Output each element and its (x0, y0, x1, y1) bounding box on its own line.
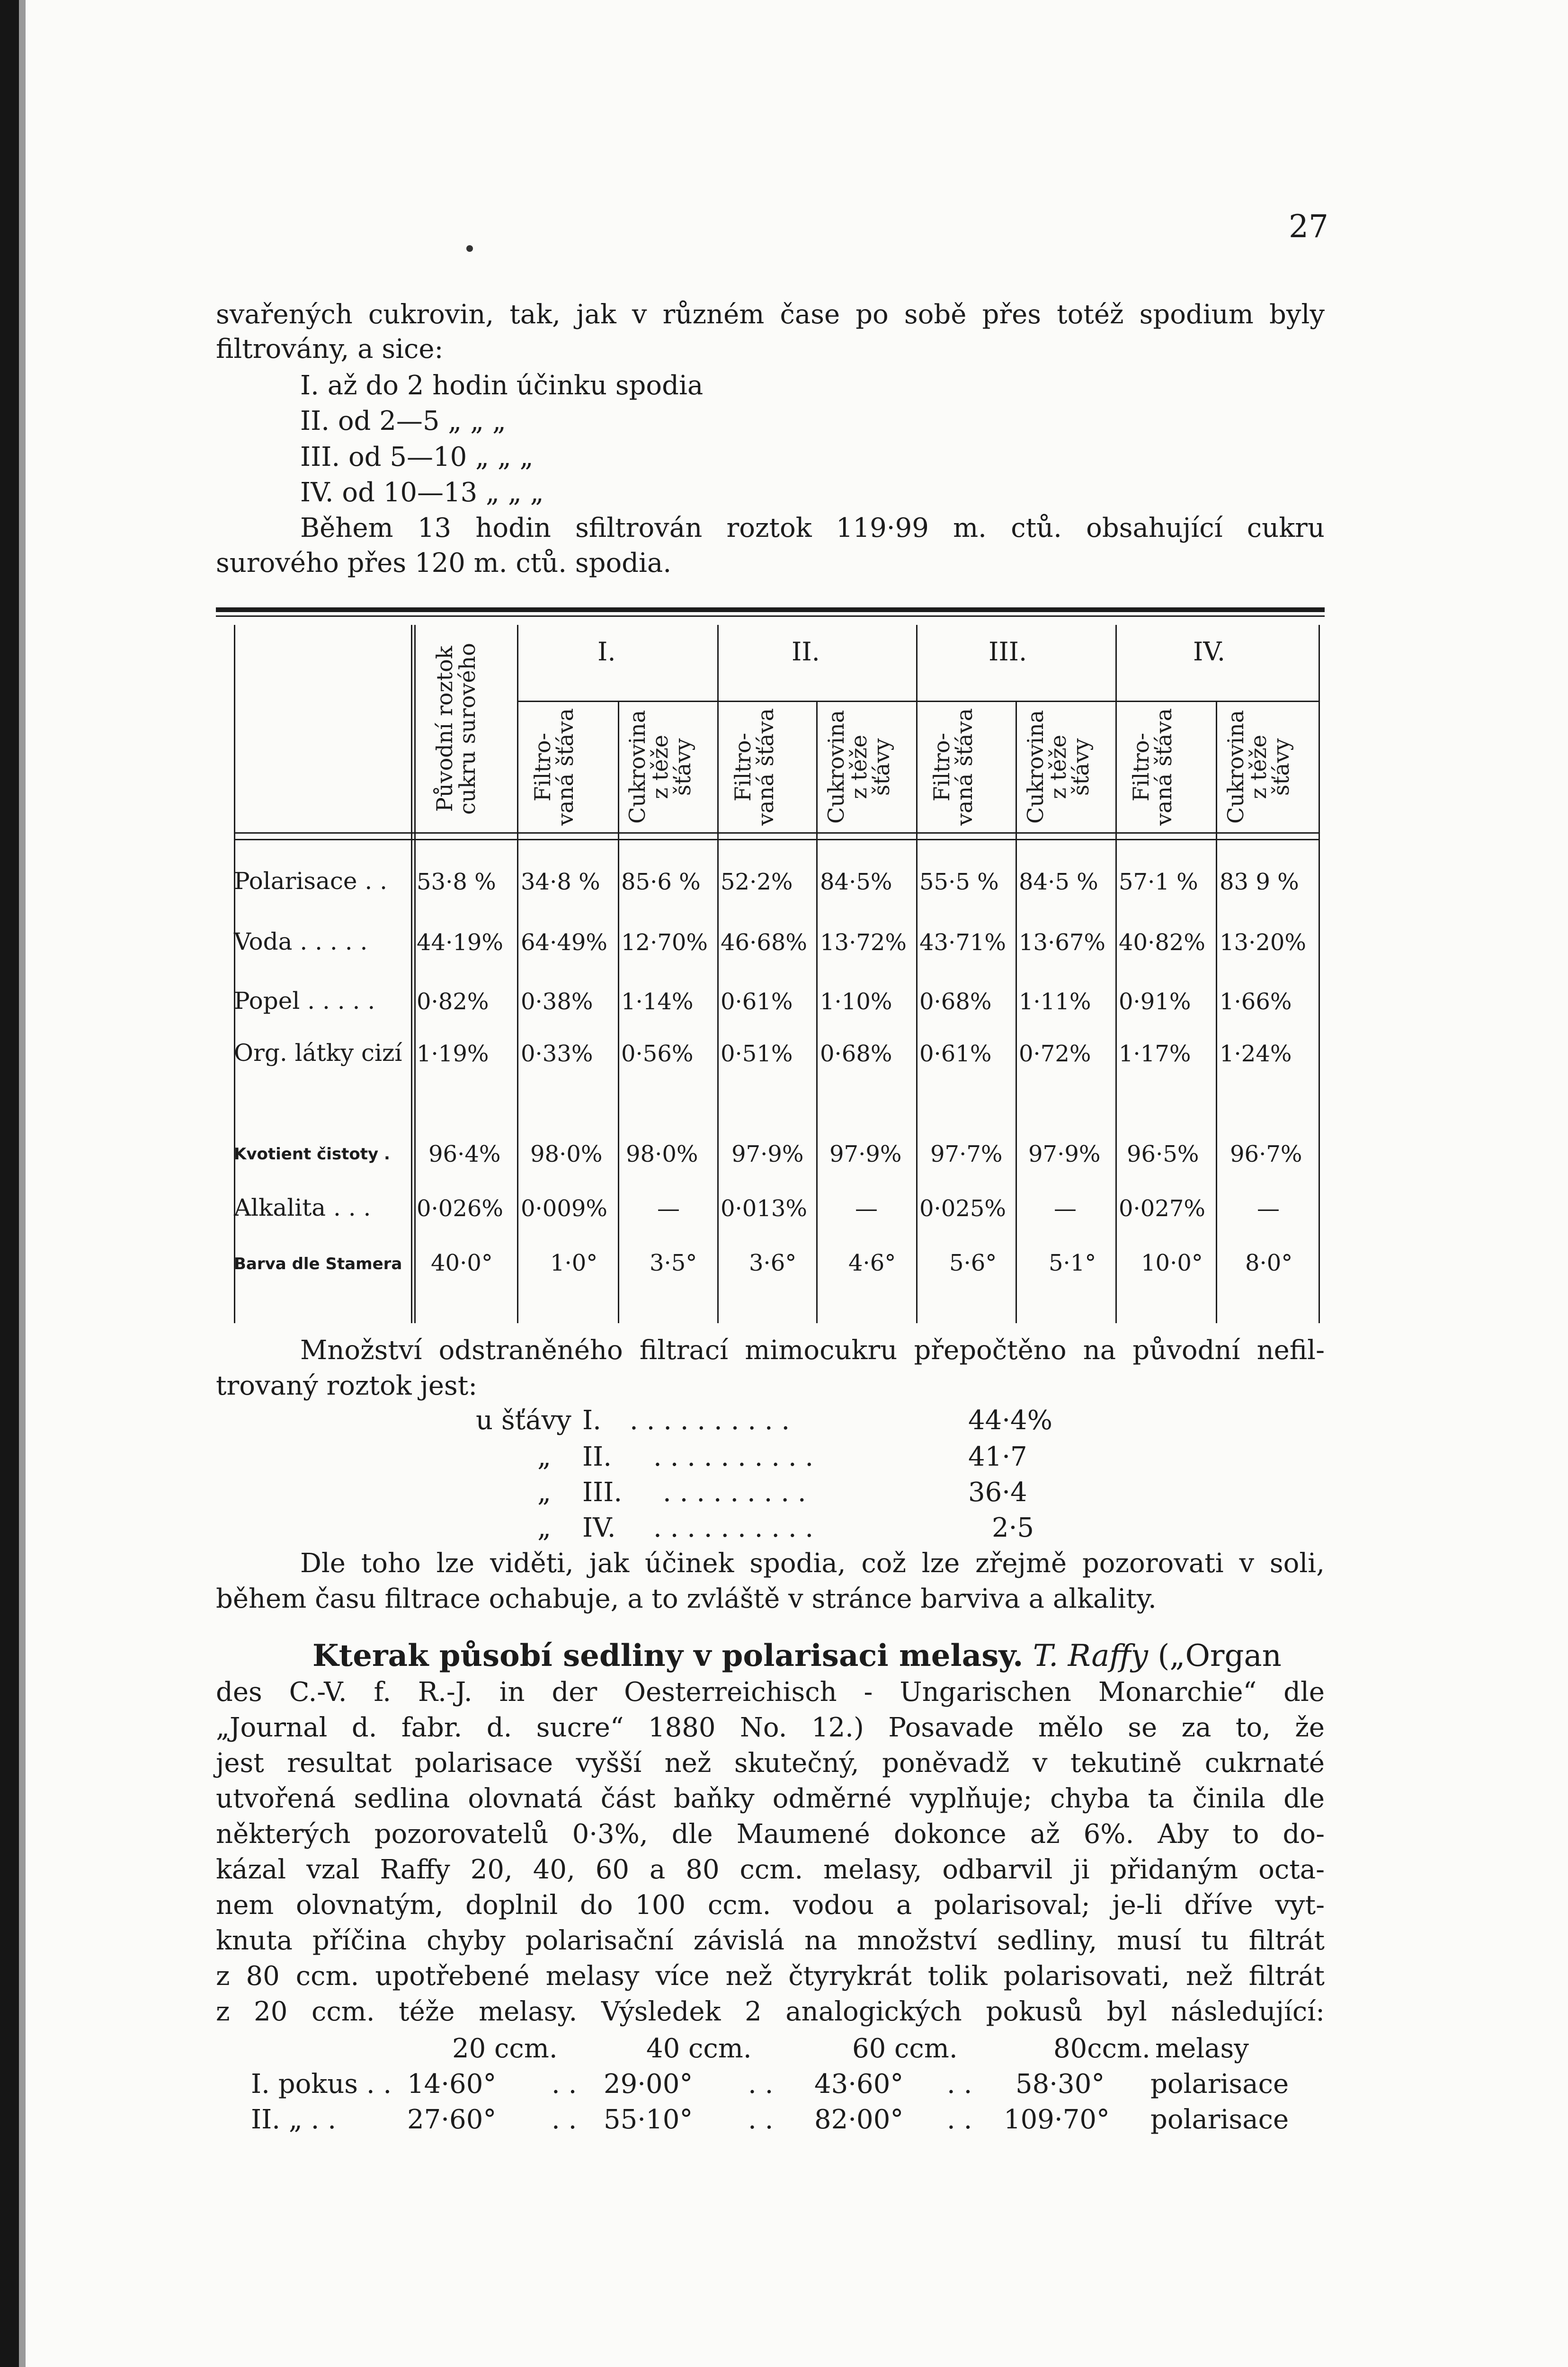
table-cell: 46·68% (721, 929, 808, 956)
intro-line: filtrovány, a sice: (216, 334, 444, 365)
table-cell: — (855, 1195, 878, 1222)
summary-line: Množství odstraněného filtrací mimocukru přepočtěno na původní nefil- (300, 1335, 1325, 1366)
intro-end-line: surového přes 120 m. ctů. spodia. (216, 548, 672, 578)
table-cell: 0·026% (417, 1195, 504, 1222)
experiment-header: 80ccm. (1053, 2033, 1150, 2064)
table-cell: — (1257, 1195, 1280, 1222)
section-line: knuta příčina chyby polarisační závislá na množství sedliny, musí tu filtrát (216, 1925, 1325, 1956)
row-label: Voda . . . . . (234, 928, 368, 955)
group-header: III. (989, 637, 1027, 667)
section-line: („Organ (1158, 1638, 1282, 1673)
table-cell: 0·38% (521, 988, 593, 1015)
interval-line: II. od 2—5 „ „ „ (300, 406, 506, 436)
experiment-sep: . . (748, 2069, 774, 2100)
experiment-row-label: II. „ . . (251, 2104, 337, 2135)
scan-edge-shadow (19, 0, 26, 2367)
experiment-sep: . . (947, 2104, 972, 2135)
scan-edge (0, 0, 19, 2367)
page-number: 27 (1289, 208, 1328, 245)
subheader-filtered: Filtro- vaná šťáva (530, 708, 578, 826)
section-author: T. Raffy (1033, 1638, 1148, 1673)
experiment-unit: polarisace (1150, 2069, 1289, 2100)
row-label: Popel . . . . . (234, 987, 375, 1014)
section-title: Kterak působí sedliny v polarisaci melasy. (312, 1638, 1024, 1673)
table-cell: 64·49% (521, 929, 608, 956)
summary-prefix: „ (537, 1442, 552, 1472)
print-speck (466, 245, 473, 252)
experiment-value: 109·70° (1004, 2104, 1110, 2135)
table-cell: 96·5% (1127, 1141, 1199, 1167)
table-cell: 13·72% (820, 929, 907, 956)
table-vline (717, 625, 719, 1323)
table-cell: 12·70% (621, 929, 708, 956)
experiment-value: 55·10° (604, 2104, 693, 2135)
experiment-sep: . . (947, 2069, 972, 2100)
table-cell: 1·0° (550, 1250, 598, 1276)
experiment-value: 43·60° (814, 2069, 904, 2100)
table-cell: 1·17% (1119, 1041, 1191, 1067)
interval-line: I. až do 2 hodin účinku spodia (300, 370, 704, 401)
table-cell: 52·2% (721, 869, 793, 895)
table-cell: 1·66% (1220, 988, 1292, 1015)
section-line: des C.-V. f. R.-J. in der Oesterreichisch - Ungarischen Monarchie“ dle (216, 1677, 1325, 1708)
table-cell: 5·6° (949, 1250, 997, 1276)
table-hline (234, 832, 1319, 834)
experiment-header: 60 ccm. (852, 2033, 958, 2064)
table-cell: 1·11% (1019, 988, 1091, 1015)
table-cell: 0·56% (621, 1041, 694, 1067)
experiment-unit: polarisace (1150, 2104, 1289, 2135)
summary-prefix: „ (537, 1513, 552, 1543)
table-cell: — (657, 1195, 680, 1222)
table-cell: 98·0% (626, 1141, 698, 1167)
section-line: utvořená sedlina olovnatá část baňky odměrné vyplňuje; chyba ta činila dle (216, 1783, 1325, 1814)
section-line: z 20 ccm. téže melasy. Výsledek 2 analogických pokusů byl následující: (216, 1996, 1325, 2027)
table-top-rule-thin (216, 615, 1325, 617)
conclusion-line: během času filtrace ochabuje, a to zvláště v stránce barviva a alkality. (216, 1584, 1157, 1614)
table-vline (1216, 701, 1217, 1323)
table-cell: 0·68% (919, 988, 992, 1015)
section-line: jest resultat polarisace vyšší než skutečný, poněvadž v tekutině cukrnaté (216, 1748, 1325, 1779)
summary-label: I. (582, 1405, 601, 1436)
table-cell: 96·7% (1230, 1141, 1302, 1167)
experiment-header: melasy (1155, 2033, 1249, 2064)
summary-label: III. (582, 1477, 623, 1508)
table-cell: 53·8 % (417, 869, 496, 895)
table-cell: 97·9% (731, 1141, 804, 1167)
summary-prefix: u šťávy (476, 1405, 571, 1436)
experiment-value: 58·30° (1016, 2069, 1105, 2100)
table-cell: 43·71% (919, 929, 1007, 956)
table-cell: 8·0° (1245, 1250, 1293, 1276)
summary-leader: . . . . . . . . . . (653, 1513, 814, 1543)
summary-label: II. (582, 1442, 612, 1472)
group-header: I. (597, 637, 616, 667)
experiment-header: 40 ccm. (646, 2033, 752, 2064)
interval-line: IV. od 10—13 „ „ „ (300, 477, 544, 508)
table-cell: 97·7% (930, 1141, 1003, 1167)
row-label: Alkalita . . . (234, 1194, 371, 1221)
table-cell: 0·82% (417, 988, 489, 1015)
table-cell: 0·009% (521, 1195, 608, 1222)
table-cell: 98·0% (530, 1141, 603, 1167)
subheader-sugar: Cukrovina z těže šťávy (1023, 710, 1094, 824)
intro-line: svařených cukrovin, tak, jak v různém čase po sobě přes totéž spodium byly (216, 299, 1325, 330)
table-hline (517, 701, 1319, 702)
table-cell: 1·14% (621, 988, 694, 1015)
table-cell: 0·61% (919, 1041, 992, 1067)
table-cell: 57·1 % (1119, 869, 1198, 895)
section-line: některých pozorovatelů 0·3%, dle Maumené dokonce až 6%. Aby to do- (216, 1819, 1325, 1850)
table-cell: 85·6 % (621, 869, 701, 895)
table-cell: 0·61% (721, 988, 793, 1015)
summary-line: trovaný roztok jest: (216, 1370, 478, 1401)
table-vline (1016, 701, 1017, 1323)
table-cell: — (1054, 1195, 1077, 1222)
summary-value: 41·7 (968, 1442, 1027, 1472)
table-vline (916, 625, 918, 1323)
table-cell: 0·013% (721, 1195, 808, 1222)
table-cell: 3·6° (749, 1250, 797, 1276)
table-top-rule (216, 607, 1325, 612)
table-vline (618, 701, 619, 1323)
experiment-value: 14·60° (407, 2069, 497, 2100)
table-cell: 0·51% (721, 1041, 793, 1067)
summary-leader: . . . . . . . . . . (630, 1405, 790, 1436)
experiment-value: 82·00° (814, 2104, 904, 2135)
summary-value: 36·4 (968, 1477, 1027, 1508)
table-cell: 13·20% (1220, 929, 1307, 956)
section-first-line (312, 1638, 1282, 1673)
group-header: IV. (1193, 637, 1226, 667)
subheader-sugar: Cukrovina z těže šťávy (823, 710, 894, 824)
table-cell: 97·9% (829, 1141, 902, 1167)
table-cell: 0·68% (820, 1041, 892, 1067)
table-cell: 4·6° (848, 1250, 896, 1276)
table-cell: 84·5% (820, 869, 892, 895)
table-cell: 97·9% (1028, 1141, 1101, 1167)
table-cell: 0·72% (1019, 1041, 1091, 1067)
section-line: nem olovnatým, doplnil do 100 ccm. vodou a polarisoval; je-li dříve vyt- (216, 1890, 1325, 1921)
table-cell: 40·82% (1119, 929, 1206, 956)
experiment-sep: . . (552, 2069, 577, 2100)
summary-prefix: „ (537, 1477, 552, 1508)
table-vline (517, 625, 518, 1323)
subheader-filtered: Filtro- vaná šťáva (730, 708, 778, 826)
col-header-original: Původní roztok cukru surového (432, 643, 480, 815)
table-cell: 1·10% (820, 988, 892, 1015)
row-label: Org. látky cizí (234, 1039, 402, 1067)
table-vline (1115, 625, 1117, 1323)
experiment-value: 27·60° (407, 2104, 497, 2135)
table-cell: 55·5 % (919, 869, 999, 895)
summary-value: 44·4% (968, 1405, 1052, 1436)
table-vline (816, 701, 818, 1323)
table-cell: 3·5° (650, 1250, 697, 1276)
table-vline (411, 625, 412, 1323)
table-cell: 10·0° (1141, 1250, 1203, 1276)
intro-end-line: Během 13 hodin sfiltrován roztok 119·99 m. ctů. obsahující cukru (300, 513, 1325, 543)
experiment-sep: . . (748, 2104, 774, 2135)
row-label: Kvotient čistoty . (234, 1145, 390, 1164)
subheader-filtered: Filtro- vaná šťáva (1128, 708, 1176, 826)
table-cell: 1·24% (1220, 1041, 1292, 1067)
row-label: Barva dle Stamera (234, 1255, 402, 1273)
row-label: Polarisace . . (234, 867, 388, 895)
table-cell: 0·91% (1119, 988, 1191, 1015)
table-cell: 0·025% (919, 1195, 1007, 1222)
subheader-sugar: Cukrovina z těže šťávy (1223, 710, 1294, 824)
group-header: II. (792, 637, 820, 667)
experiment-sep: . . (552, 2104, 577, 2135)
section-line: kázal vzal Raffy 20, 40, 60 a 80 ccm. melasy, odbarvil ji přidaným octa- (216, 1854, 1325, 1885)
table-cell: 1·19% (417, 1041, 489, 1067)
summary-leader: . . . . . . . . . (663, 1477, 806, 1508)
table-cell: 44·19% (417, 929, 504, 956)
interval-line: III. od 5—10 „ „ „ (300, 442, 534, 472)
section-line: „Journal d. fabr. d. sucre“ 1880 No. 12.) Posavade mělo se za to, že (216, 1712, 1325, 1743)
experiment-value: 29·00° (604, 2069, 693, 2100)
table-hline (234, 839, 1319, 840)
table-cell: 84·5 % (1019, 869, 1098, 895)
table-cell: 5·1° (1049, 1250, 1096, 1276)
table-cell: 0·027% (1119, 1195, 1206, 1222)
table-cell: 96·4% (428, 1141, 501, 1167)
table-vline (1319, 625, 1320, 1323)
summary-value: 2·5 (992, 1513, 1034, 1543)
section-line: z 80 ccm. upotřebené melasy více než čtyrykrát tolik polarisovati, než filtrát (216, 1961, 1325, 1992)
table-cell: 0·33% (521, 1041, 593, 1067)
table-cell: 40·0° (431, 1250, 493, 1276)
table-cell: 83 9 % (1220, 869, 1299, 895)
experiment-header: 20 ccm. (452, 2033, 558, 2064)
conclusion-line: Dle toho lze viděti, jak účinek spodia, což lze zřejmě pozorovati v soli, (300, 1548, 1325, 1579)
summary-label: IV. (582, 1513, 616, 1543)
subheader-filtered: Filtro- vaná šťáva (929, 708, 977, 826)
summary-leader: . . . . . . . . . . (653, 1442, 814, 1472)
table-cell: 13·67% (1019, 929, 1106, 956)
subheader-sugar: Cukrovina z těže šťávy (624, 710, 695, 824)
experiment-row-label: I. pokus . . (251, 2069, 392, 2100)
table-vline (414, 625, 416, 1323)
table-cell: 34·8 % (521, 869, 600, 895)
